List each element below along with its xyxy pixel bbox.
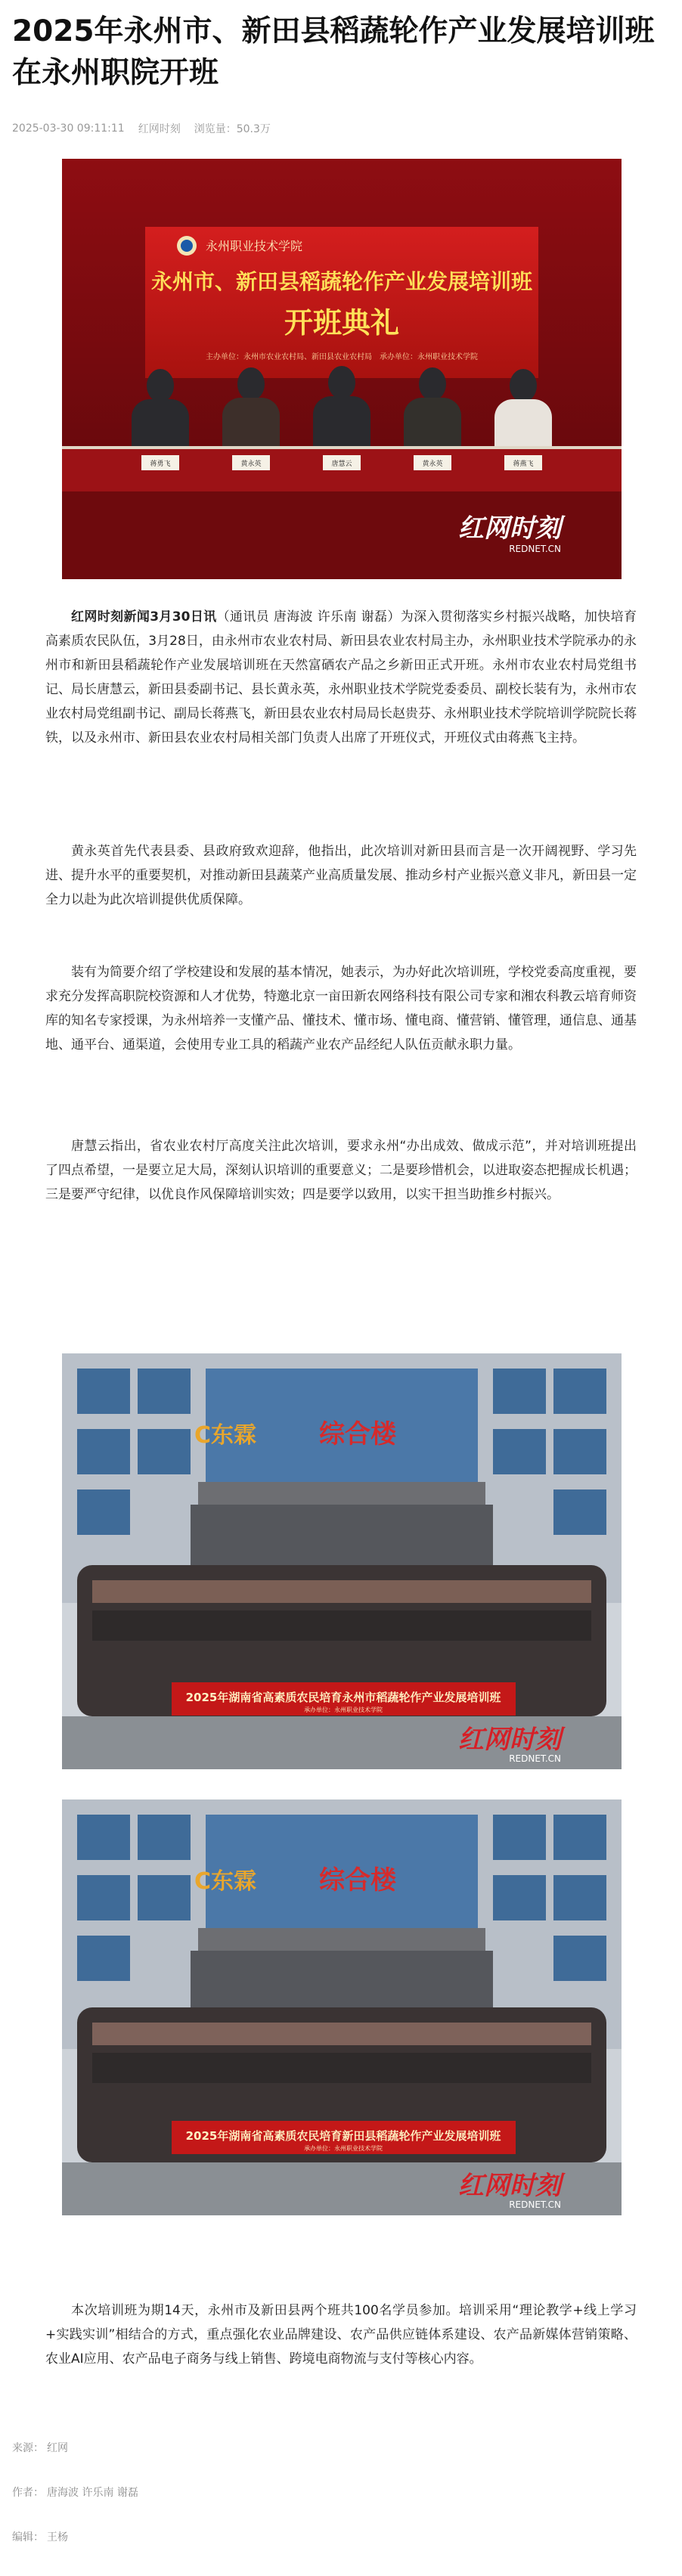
- name-card-5: 蒋燕飞: [513, 460, 534, 468]
- footer-author-value: 唐海波 许乐南 谢磊: [47, 2487, 138, 2499]
- group-photo-yongzhou: [62, 1353, 622, 1769]
- source-name[interactable]: 红网时刻: [138, 123, 181, 135]
- view-count: 浏览量：50.3万: [194, 123, 271, 135]
- paragraph-1-lead: 红网时刻新闻3月30日讯: [71, 609, 217, 625]
- rednet-watermark-logo: 红网时刻: [458, 1725, 561, 1755]
- rednet-watermark-url: REDNET.CN: [509, 2199, 561, 2210]
- brand-sign: C东霖: [194, 1422, 257, 1449]
- paragraph-1: [45, 605, 637, 750]
- group-banner-text: 2025年湖南省高素质农民培育新田县稻蔬轮作产业发展培训班: [185, 2129, 501, 2143]
- paragraph-2: 黄永英首先代表县委、县政府致欢迎辞，他指出，此次培训对新田县而言是一次开阔视野、学习先进、提升水平的重要契机，对推动新田县蔬菜产业高质量发展、推动乡村产业振兴意义非凡，新田县一定全力以赴为此次培训提供优质保障。: [45, 844, 637, 907]
- footer-editor-label: 编辑：: [12, 2531, 44, 2543]
- group-photo-xintian: [62, 1799, 622, 2215]
- group-banner-text: 2025年湖南省高素质农民培育永州市稻蔬轮作产业发展培训班: [185, 1691, 501, 1704]
- banner-line-1: 永州市、新田县稻蔬轮作产业发展培训班: [150, 269, 533, 294]
- paragraph-4: 唐慧云指出，省农业农村厅高度关注此次培训，要求永州“办出成效、做成示范”，并对培训班提出了四点希望，一是要立足大局，深刻认识培训的重要意义；二是要珍惜机会，以进取姿态把握成长机遇；三是要严守纪律，以优良作风保障培训实效；四是要学以致用，以实干担当助推乡村振兴。: [45, 1139, 637, 1202]
- group-banner-subtext: 承办单位：永州职业技术学院: [304, 1706, 383, 1713]
- footer-source-label: 来源：: [12, 2442, 44, 2454]
- banner-line-2: 开班典礼: [284, 306, 400, 339]
- publish-date: 2025-03-30 09:11:11: [12, 122, 125, 135]
- article-title: 2025年永州市、新田县稻蔬轮作产业发展培训班在永州职院开班: [12, 14, 655, 90]
- brand-sign: C东霖: [194, 1868, 257, 1895]
- footer-source-value[interactable]: 红网: [47, 2442, 68, 2454]
- school-logo-icon: [177, 236, 197, 256]
- rednet-watermark-url: REDNET.CN: [509, 544, 561, 554]
- building-sign: 综合楼: [319, 1419, 396, 1449]
- rednet-watermark-url: REDNET.CN: [509, 1753, 561, 1764]
- article-meta: [12, 119, 271, 138]
- name-card-2: 黄永英: [240, 460, 262, 468]
- building-sign: 综合楼: [319, 1865, 396, 1896]
- footer-editor-value: 王杨: [47, 2531, 68, 2543]
- footer-author-label: 作者：: [12, 2487, 44, 2499]
- footer-author: [12, 2485, 138, 2500]
- group-photo-xintian-canvas: [62, 1799, 622, 2215]
- ceremony-photo: [62, 159, 622, 579]
- footer-editor: [12, 2530, 68, 2545]
- rednet-watermark-logo: 红网时刻: [458, 513, 561, 544]
- paragraph-1-body: （通讯员 唐海波 许乐南 谢磊）为深入贯彻落实乡村振兴战略，加快培育高素质农民队伍，3月28日，由永州市农业农村局、新田县农业农村局主办，永州职业技术学院承办的永州市和新田县稻蔬轮作产业发展培训班在天然富硒农产品之乡新田正式开班。永州市农业农村局党组书记、局长唐慧云，新田县委副书记、县长黄永英，永州职业技术学院党委委员、副校长装有为，永州市农业农村局党组副书记、副局长蒋燕飞，新田县农业农村局局长赵贵芬、永州职业技术学院培训学院院长蒋铁，以及永州市、新田县农业农村局相关部门负责人出席了开班仪式，开班仪式由蒋燕飞主持。: [45, 609, 637, 746]
- rednet-watermark-logo: 红网时刻: [458, 2171, 561, 2201]
- banner-organizer-line: 主办单位：永州市农业农村局、新田县农业农村局 承办单位：永州职业技术学院: [206, 353, 478, 361]
- group-photo-yongzhou-canvas: [62, 1353, 622, 1769]
- name-card-1: 蒋勇飞: [150, 460, 171, 468]
- name-card-3: 唐慧云: [331, 460, 352, 468]
- footer-source: [12, 2441, 68, 2456]
- school-name: 永州职业技术学院: [206, 239, 303, 253]
- name-card-4: 黄永英: [422, 460, 443, 468]
- group-banner-subtext: 承办单位：永州职业技术学院: [304, 2145, 383, 2152]
- ceremony-photo-canvas: [62, 159, 622, 579]
- paragraph-5: 本次培训班为期14天，永州市及新田县两个班共100名学员参加。培训采用“理论教学+线上学习+实践实训”相结合的方式，重点强化农业品牌建设、农产品供应链体系建设、农产品新媒体营销策略、农业AI应用、农产品电子商务与线上销售、跨境电商物流与支付等核心内容。: [45, 2303, 637, 2367]
- paragraph-3: 装有为简要介绍了学校建设和发展的基本情况，她表示，为办好此次培训班，学校党委高度重视，要求充分发挥高职院校资源和人才优势，特邀北京一亩田新农网络科技有限公司专家和湘农科教云培育师资库的知名专家授课，为永州培养一支懂产品、懂技术、懂市场、懂电商、懂营销、懂管理，通信息、通基地、通平台、通渠道，会使用专业工具的稻蔬产业农产品经纪人队伍贡献永职力量。: [45, 965, 637, 1052]
